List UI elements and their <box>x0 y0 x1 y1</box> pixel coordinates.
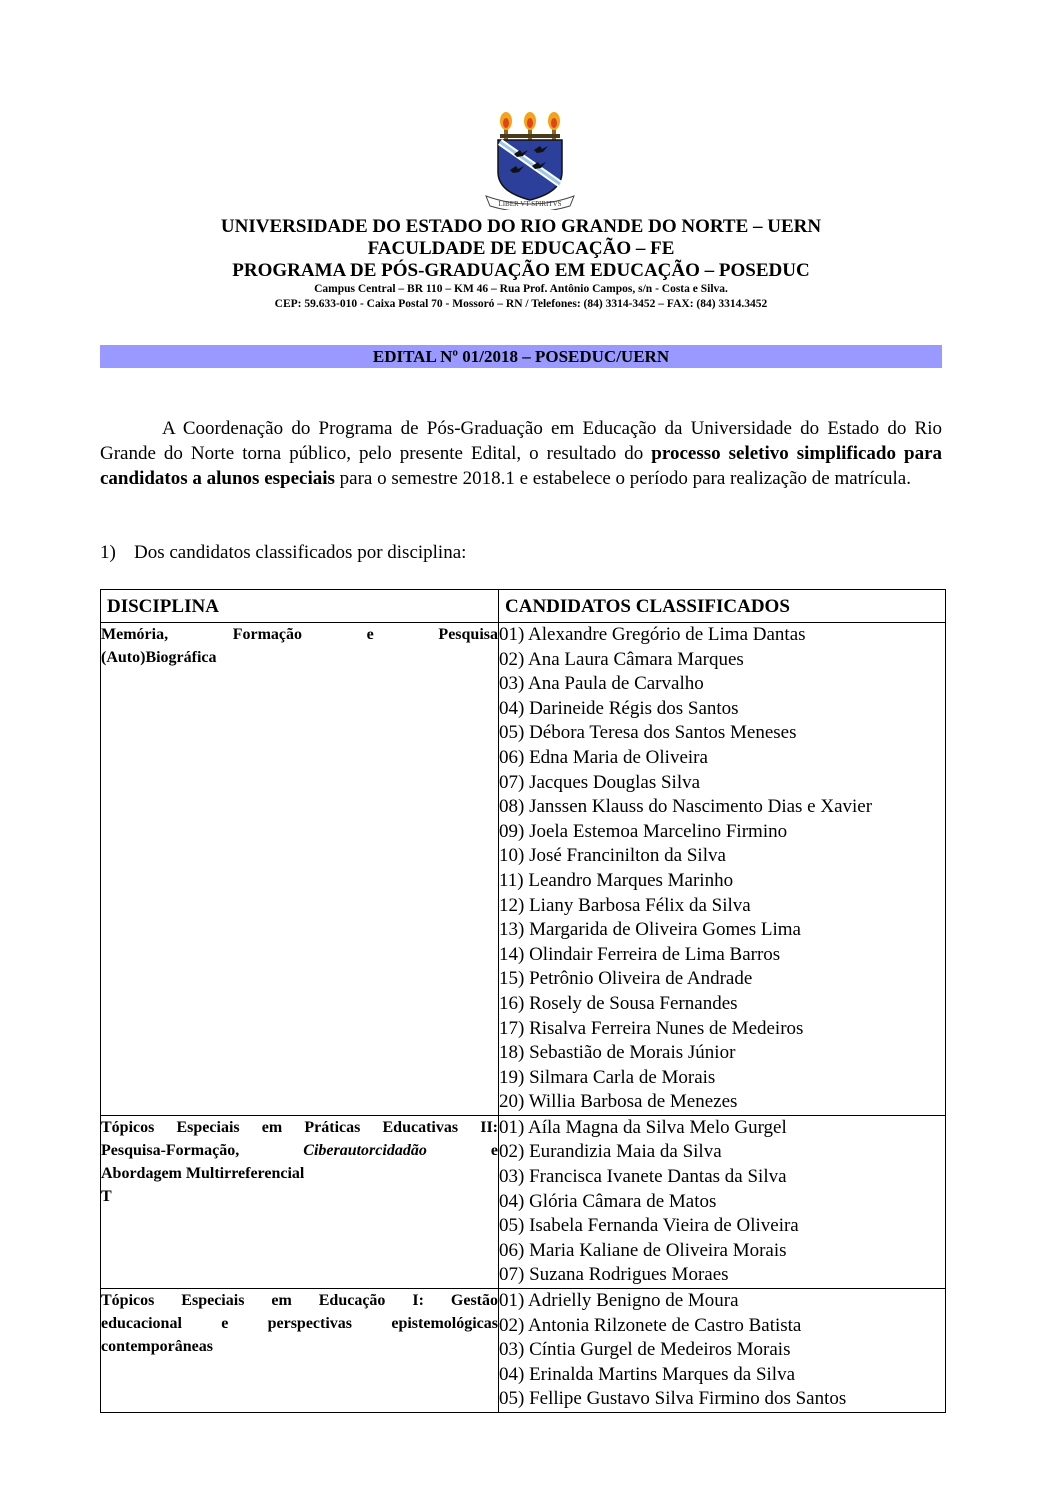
section-heading <box>100 540 466 565</box>
table-row <box>101 623 946 1116</box>
discipline-line: educacional e perspectivas epistemológicas <box>101 1315 498 1333</box>
candidate-name: 14) Olindair Ferreira de Lima Barros <box>499 943 781 965</box>
candidate-name: 07) Jacques Douglas Silva <box>499 771 701 793</box>
intro-text-1: A Coordenação do Programa de Pós-Graduação em Educação da Universidade do Estado do Rio Grande do Norte torna público, pelo presente Edital, o resultado do <box>100 418 942 464</box>
torches-icon <box>500 112 560 140</box>
section-text: Dos candidatos classificados por disciplina: <box>134 542 467 563</box>
program-name: PROGRAMA DE PÓS-GRADUAÇÃO EM EDUCAÇÃO – POSEDUC <box>232 260 810 281</box>
candidate-name: 10) José Francinilton da Silva <box>499 845 726 867</box>
candidate-name: 09) Joela Estemoa Marcelino Firmino <box>499 820 788 842</box>
edital-title: EDITAL Nº 01/2018 – POSEDUC/UERN <box>100 345 942 368</box>
candidate-name: 02) Ana Laura Câmara Marques <box>499 648 744 670</box>
university-name: UNIVERSIDADE DO ESTADO DO RIO GRANDE DO NORTE – UERN <box>220 216 822 237</box>
candidates-cell <box>499 1115 946 1288</box>
candidate-name: 04) Erinalda Martins Marques da Silva <box>499 1363 796 1385</box>
discipline-line: Pesquisa-Formação, Ciberautorcidadão e <box>101 1141 498 1159</box>
discipline-cell <box>101 1115 499 1288</box>
candidate-name: 02) Antonia Rilzonete de Castro Batista <box>499 1314 802 1336</box>
discipline-cell <box>101 623 499 1116</box>
candidate-name: 11) Leandro Marques Marinho <box>499 869 734 891</box>
candidate-name: 03) Cíntia Gurgel de Medeiros Morais <box>499 1339 791 1361</box>
column-header-discipline: DISCIPLINA <box>101 590 499 623</box>
discipline-line: T <box>101 1187 112 1205</box>
candidate-name: 15) Petrônio Oliveira de Andrade <box>499 968 753 990</box>
table-row <box>101 1289 946 1413</box>
candidate-name: 05) Débora Teresa dos Santos Meneses <box>499 722 797 744</box>
candidates-table <box>100 589 946 1413</box>
candidate-name: 01) Alexandre Gregório de Lima Dantas <box>499 624 806 645</box>
discipline-line: Memória, Formação e Pesquisa <box>101 626 498 643</box>
candidate-name: 20) Willia Barbosa de Menezes <box>499 1091 738 1113</box>
candidate-name: 19) Silmara Carla de Morais <box>499 1066 716 1088</box>
discipline-cell <box>101 1289 499 1413</box>
discipline-line: contemporâneas <box>101 1338 213 1356</box>
candidate-name: 17) Risalva Ferreira Nunes de Medeiros <box>499 1017 804 1039</box>
discipline-line: Abordagem Multirreferencial <box>101 1164 305 1182</box>
intro-paragraph <box>100 416 942 491</box>
candidate-name: 08) Janssen Klauss do Nascimento Dias e Xavier <box>499 796 873 818</box>
university-crest-logo <box>484 110 576 210</box>
section-number: 1) <box>100 542 116 563</box>
discipline-line: Tópicos Especiais em Educação I: Gestão <box>101 1292 498 1310</box>
intro-text-2: para o semestre 2018.1 e estabelece o período para realização de matrícula. <box>334 468 911 489</box>
candidate-name: 01) Aíla Magna da Silva Melo Gurgel <box>499 1116 787 1138</box>
candidate-name: 05) Isabela Fernanda Vieira de Oliveira <box>499 1215 799 1237</box>
crest-icon <box>484 110 576 210</box>
candidate-name: 13) Margarida de Oliveira Gomes Lima <box>499 919 801 941</box>
candidate-name: 04) Glória Câmara de Matos <box>499 1190 717 1212</box>
candidate-name: 16) Rosely de Sousa Fernandes <box>499 992 738 1014</box>
candidate-name: 07) Suzana Rodrigues Moraes <box>499 1264 729 1286</box>
candidate-name: 03) Francisca Ivanete Dantas da Silva <box>499 1166 787 1188</box>
candidate-name: 02) Eurandizia Maia da Silva <box>499 1141 722 1163</box>
column-header-candidates: CANDIDATOS CLASSIFICADOS <box>499 590 946 623</box>
candidate-name: 04) Darineide Régis dos Santos <box>499 697 739 719</box>
candidates-cell <box>499 1289 946 1413</box>
intro-text-bold: processo seletivo simplificado para candidatos a alunos especiais <box>100 443 942 489</box>
discipline-line: Tópicos Especiais em Práticas Educativas II: <box>101 1118 498 1136</box>
table-header-row <box>101 590 946 623</box>
candidate-name: 06) Maria Kaliane de Oliveira Morais <box>499 1239 787 1261</box>
candidate-name: 03) Ana Paula de Carvalho <box>499 673 704 695</box>
discipline-line: (Auto)Biográfica <box>101 649 217 666</box>
crest-motto: LIBER VT SPIRITVS <box>498 200 562 208</box>
candidate-name: 05) Fellipe Gustavo Silva Firmino dos Santos <box>499 1388 847 1410</box>
address-line-1: Campus Central – BR 110 – KM 46 – Rua Prof. Antônio Campos, s/n - Costa e Silva. <box>314 283 728 295</box>
candidate-name: 06) Edna Maria de Oliveira <box>499 746 708 768</box>
candidate-name: 18) Sebastião de Morais Júnior <box>499 1042 736 1064</box>
candidate-name: 12) Liany Barbosa Félix da Silva <box>499 894 751 916</box>
faculty-name: FACULDADE DE EDUCAÇÃO – FE <box>367 238 675 259</box>
document-header <box>100 216 942 312</box>
candidates-cell <box>499 623 946 1116</box>
address-line-2: CEP: 59.633-010 - Caixa Postal 70 - Mossoró – RN / Telefones: (84) 3314-3452 – FAX: (84) 3314.3452 <box>274 298 768 310</box>
table-row <box>101 1115 946 1288</box>
candidate-name: 01) Adrielly Benigno de Moura <box>499 1290 739 1312</box>
